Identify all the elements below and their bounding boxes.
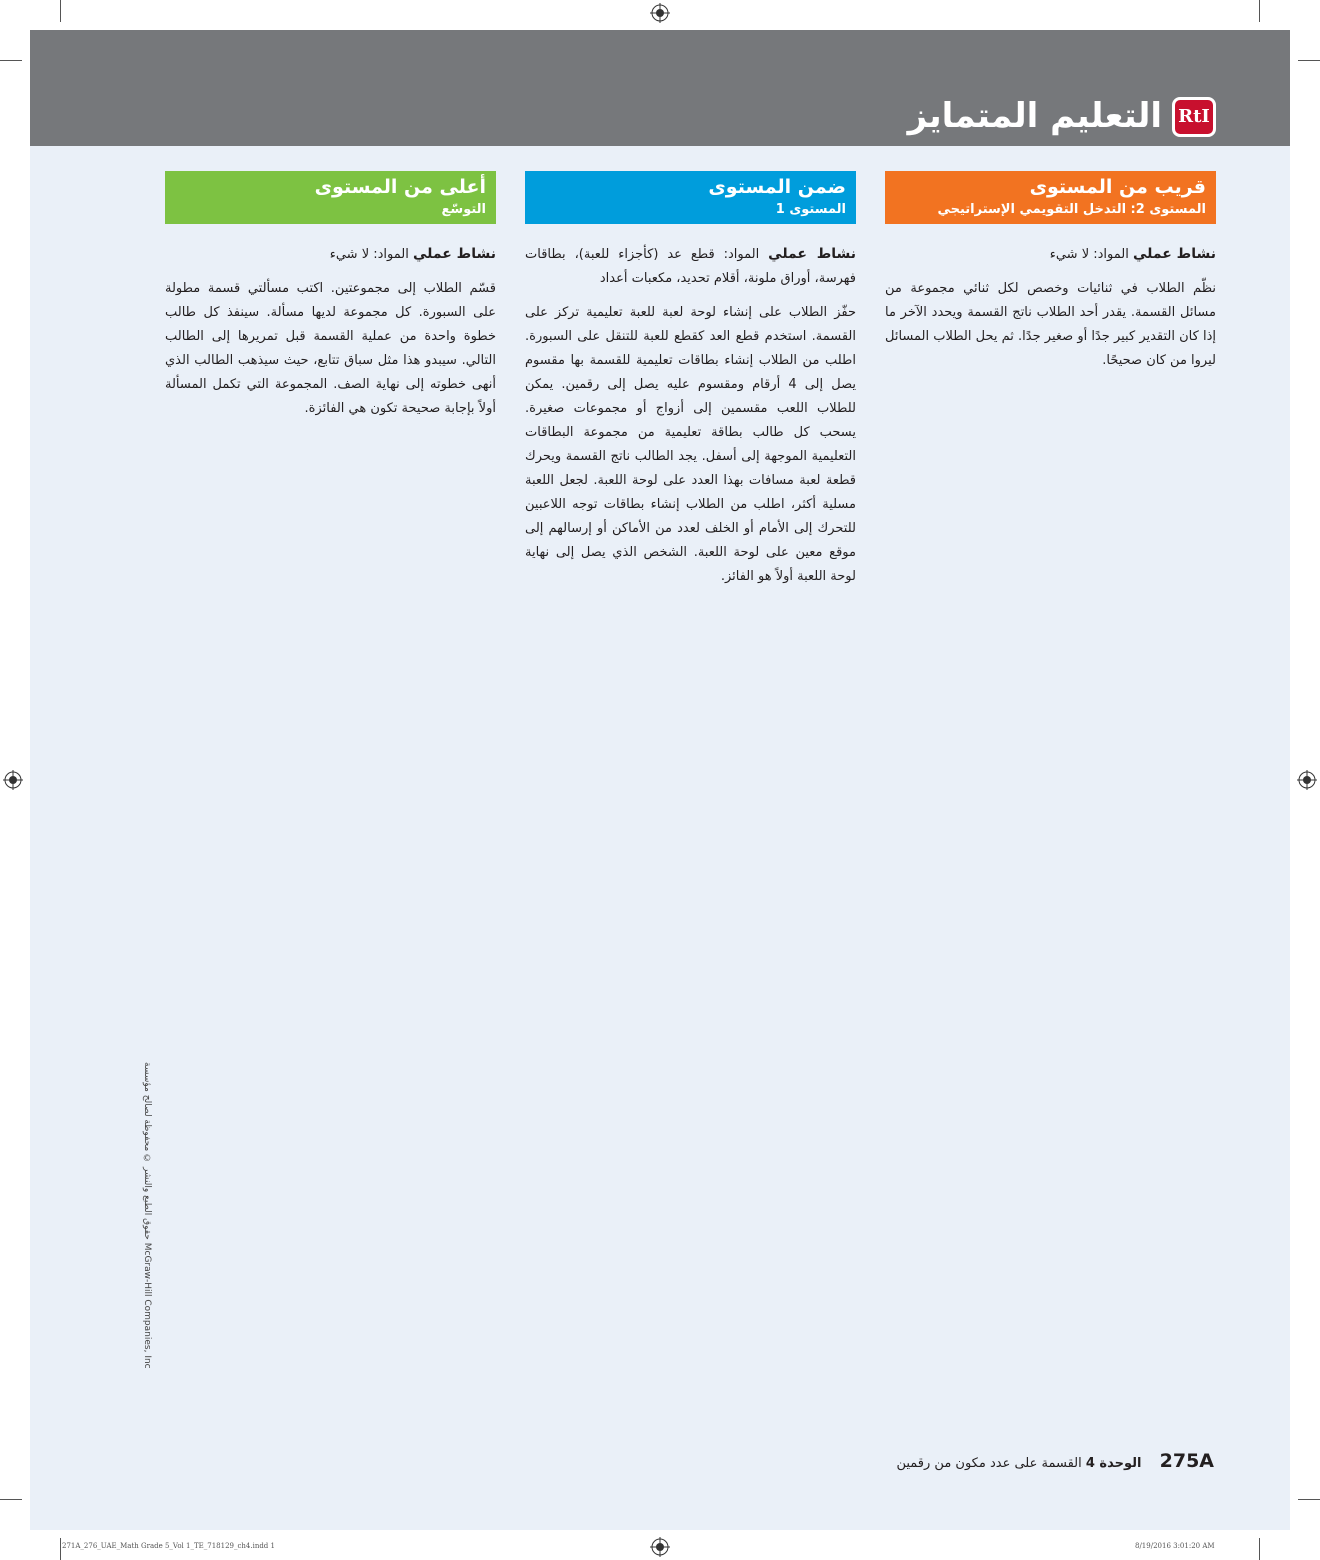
crop-mark <box>0 1499 22 1500</box>
copyright-notice: حقوق الطبع والنشر © محفوظة لصالح مؤسسة McGraw-Hill Companies, Inc <box>142 1062 152 1369</box>
crop-mark <box>0 60 22 61</box>
activity-label: نشاط عملي <box>1132 246 1216 262</box>
registration-mark-icon <box>650 1537 670 1557</box>
page-footer <box>896 1450 1214 1472</box>
unit-label: الوحدة 4 <box>1085 1456 1142 1471</box>
crop-mark <box>1259 0 1260 22</box>
approaching-level-body <box>885 242 1216 383</box>
registration-mark-icon <box>650 3 670 23</box>
beyond-level-body <box>165 242 496 431</box>
crop-mark <box>1298 1499 1320 1500</box>
materials-text: المواد: قطع عد (كأجزاء للعبة)، بطاقات فهرسة، أوراق ملونة، أقلام تحديد، مكعبات أعداد <box>525 247 856 286</box>
on-level-subtitle: المستوى 1 <box>775 202 846 217</box>
crop-mark <box>1259 1538 1260 1560</box>
beyond-level-subtitle: التوسّع <box>441 202 486 217</box>
activity-materials <box>165 242 496 267</box>
materials-text: المواد: لا شيء <box>1049 247 1129 262</box>
rti-logo: RtI <box>1172 97 1216 137</box>
print-slug-file: 271A_276_UAE_Math Grade 5_Vol 1_TE_718129_ch4.indd 1 <box>62 1542 275 1550</box>
approaching-level-subtitle: المستوى 2: التدخل التقويمي الإستراتيجي <box>937 202 1206 217</box>
page-title: التعليم المتمايز <box>907 96 1162 136</box>
on-level-title: ضمن المستوى <box>708 176 846 198</box>
beyond-level-header <box>165 171 496 224</box>
activity-materials <box>885 242 1216 267</box>
crop-mark <box>60 0 61 22</box>
activity-materials <box>525 242 856 291</box>
registration-mark-icon <box>3 770 23 790</box>
activity-paragraph: نظّم الطلاب في ثنائيات وخصص لكل ثنائي مجموعة من مسائل القسمة. يقدر أحد الطلاب ناتج القسمة ويحدد الآخر ما إذا كان التقدير كبير جدًا أو صغير جدًا. ثم يحل الطلاب المسائل ليروا من كان صحيحًا. <box>885 281 1216 368</box>
activity-paragraph: حفّز الطلاب على إنشاء لوحة لعبة للعبة تعليمية تركز على القسمة. استخدم قطع العد كقطع للعبة للتنقل على السبورة. اطلب من الطلاب إنشاء بطاقات تعليمية للقسمة بها مقسوم يصل إلى 4 أرقام ومقسوم عليه يصل إلى رقمين. يمكن للطلاب اللعب مقسمين إلى أزواج أو مجموعات صغيرة. يسحب كل طالب بطاقة تعليمية من مجموعة البطاقات التعليمية الموجهة إلى أسفل. يجد الطالب ناتج القسمة ويحرك قطعة لعبة مسافات بهذا العدد على لوحة اللعبة. لجعل اللعبة مسلية أكثر، اطلب من الطلاب إنشاء بطاقات توجه اللاعبين للتحرك إلى الأمام أو الخلف لعدد من الأماكن أو إرسالهم إلى موقع معين على لوحة اللعبة. الشخص الذي يصل إلى نهاية لوحة اللعبة أولاً هو الفائز. <box>525 305 856 584</box>
print-slug-date: 8/19/2016 3:01:20 AM <box>1135 1542 1215 1550</box>
approaching-level-header <box>885 171 1216 224</box>
unit-title: القسمة على عدد مكون من رقمين <box>896 1456 1082 1471</box>
activity-label: نشاط عملي <box>768 246 856 262</box>
activity-paragraph: قسّم الطلاب إلى مجموعتين. اكتب مسألتي قسمة مطولة على السبورة. كل مجموعة لديها مسألة. سينفذ كل طالب خطوة واحدة من عملية القسمة قبل تمريرها إلى الطالب التالي. سيبدو هذا مثل سباق تتابع، حيث سيذهب الطالب الذي أنهى خطوته إلى نهاية الصف. المجموعة التي تكمل المسألة أولاً بإجابة صحيحة تكون هي الفائزة. <box>165 281 496 416</box>
on-level-body <box>525 242 856 599</box>
activity-label: نشاط عملي <box>412 246 496 262</box>
registration-mark-icon <box>1297 770 1317 790</box>
crop-mark <box>60 1538 61 1560</box>
crop-mark <box>1298 60 1320 61</box>
materials-text: المواد: لا شيء <box>329 247 409 262</box>
beyond-level-title: أعلى من المستوى <box>314 176 486 198</box>
page-number: 275A <box>1159 1450 1214 1472</box>
on-level-header <box>525 171 856 224</box>
approaching-level-title: قريب من المستوى <box>1029 176 1206 198</box>
